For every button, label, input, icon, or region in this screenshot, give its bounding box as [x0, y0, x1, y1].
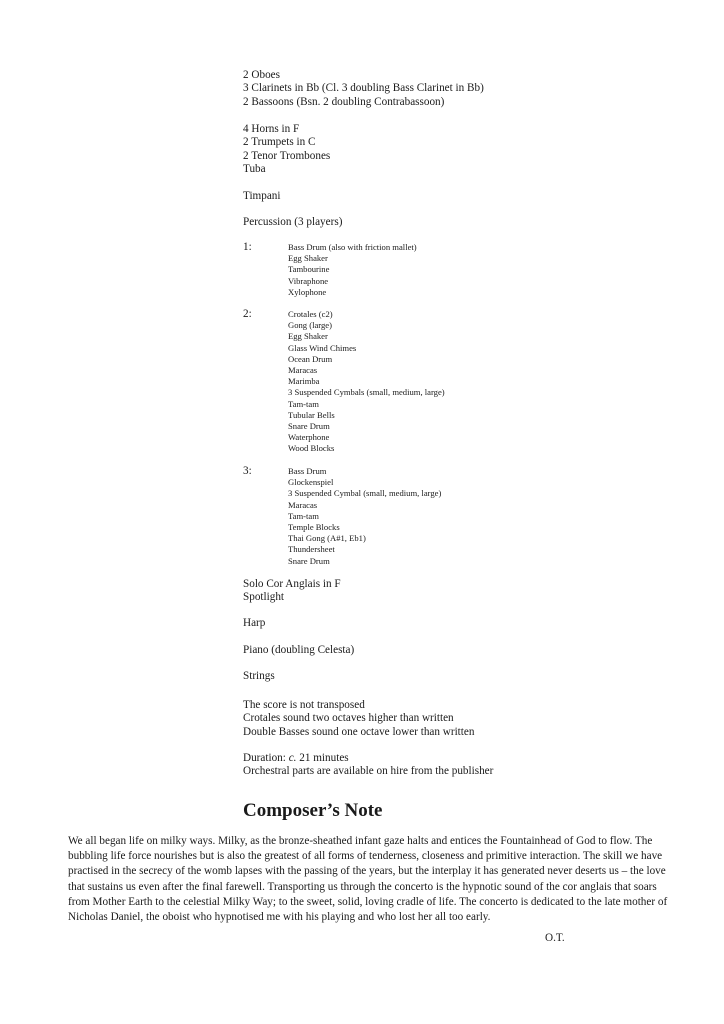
instrument-item: Snare Drum — [288, 555, 330, 566]
player-1-instruments — [288, 242, 417, 298]
player-number: 2: — [243, 308, 252, 320]
duration-value: 21 minutes — [296, 752, 349, 764]
score-notes — [243, 699, 703, 739]
percussion-header: Percussion (3 players) — [243, 216, 343, 228]
instrument-item: Gong (large) — [288, 320, 332, 331]
composer-signature: O.T. — [545, 932, 565, 944]
instrument-item: Tam-tam — [288, 510, 319, 521]
instrument-item: Marimba — [288, 376, 320, 387]
woodwinds-list — [243, 69, 703, 109]
instrument-item: 3 Suspended Cymbal (small, medium, large) — [288, 488, 442, 499]
brass-line: 4 Horns in F — [243, 123, 300, 135]
harp-line: Harp — [243, 617, 266, 629]
strings-line: Strings — [243, 670, 275, 682]
instrument-item: Tam-tam — [288, 398, 319, 409]
player-3-instruments — [288, 466, 441, 567]
instrument-item: 3 Suspended Cymbals (small, medium, large) — [288, 387, 445, 398]
woodwind-line: 3 Clarinets in Bb (Cl. 3 doubling Bass Clarinet in Bb) — [243, 82, 484, 95]
instrument-item: Wood Blocks — [288, 443, 335, 454]
duration-line — [243, 752, 703, 765]
instrument-item: Maracas — [288, 365, 318, 376]
score-note-line: Crotales sound two octaves higher than written — [243, 712, 454, 725]
instrument-item: Snare Drum — [288, 421, 330, 432]
instrument-item: Egg Shaker — [288, 331, 328, 342]
solo-line: Spotlight — [243, 591, 285, 604]
timpani-line: Timpani — [243, 190, 281, 202]
solo-line: Solo Cor Anglais in F — [243, 578, 341, 590]
instrument-item: Thai Gong (A#1, Eb1) — [288, 533, 366, 544]
duration-circa: c. — [288, 752, 297, 764]
brass-line: Tuba — [243, 163, 266, 176]
instrument-item: Xylophone — [288, 286, 327, 297]
woodwind-line: 2 Oboes — [243, 69, 280, 81]
brass-line: 2 Tenor Trombones — [243, 149, 331, 162]
composer-note-heading: Composer’s Note — [243, 800, 383, 821]
instrument-item: Bass Drum — [288, 466, 327, 476]
instrument-item: Thundersheet — [288, 544, 335, 555]
brass-list — [243, 123, 703, 177]
instrument-item: Crotales (c2) — [288, 309, 333, 319]
instrument-item: Glockenspiel — [288, 477, 334, 488]
instrument-item: Temple Blocks — [288, 522, 340, 533]
instrument-item: Waterphone — [288, 432, 330, 443]
instrument-item: Bass Drum (also with friction mallet) — [288, 242, 417, 252]
composer-note-body: We all began life on milky ways. Milky, as the bronze-sheathed infant gaze halts and entices the Fountainhead of God to flow. The bubbling life force nourishes but is also the greatest of all forms of tenderness, closeness and primitive interaction. The skill we have practised in the secrecy of the womb lapses with the passing of the years, but the interplay it has generated never deserts us – the love that sustains us even after the final farewell. Transporting us through the concerto is the hypnotic sound of the cor anglais that soars from Mother Earth to the celestial Milky Way; to the sweet, solid, loving cradle of life. The concerto is dedicated to the late mother of Nicholas Daniel, the oboist who hypnotised me with his playing and who lost her all too early. — [68, 835, 668, 924]
solo-list — [243, 578, 703, 605]
instrument-item: Tubular Bells — [288, 409, 335, 420]
hire-line: Orchestral parts are available on hire from the publisher — [243, 765, 494, 778]
score-note-line: Double Basses sound one octave lower than written — [243, 725, 475, 738]
player-2-instruments — [288, 309, 445, 455]
player-number: 1: — [243, 241, 252, 253]
instrument-item: Ocean Drum — [288, 353, 333, 364]
instrument-item: Vibraphone — [288, 275, 329, 286]
instrument-item: Egg Shaker — [288, 253, 328, 264]
instrument-item: Glass Wind Chimes — [288, 342, 357, 353]
instrument-item: Tambourine — [288, 264, 330, 275]
woodwind-line: 2 Bassoons (Bsn. 2 doubling Contrabassoon) — [243, 95, 445, 108]
piano-line: Piano (doubling Celesta) — [243, 644, 355, 656]
brass-line: 2 Trumpets in C — [243, 136, 316, 149]
score-note-line: The score is not transposed — [243, 699, 365, 711]
duration-label: Duration: — [243, 752, 289, 764]
duration-block — [243, 752, 703, 779]
instrument-item: Maracas — [288, 499, 318, 510]
player-number: 3: — [243, 465, 252, 477]
